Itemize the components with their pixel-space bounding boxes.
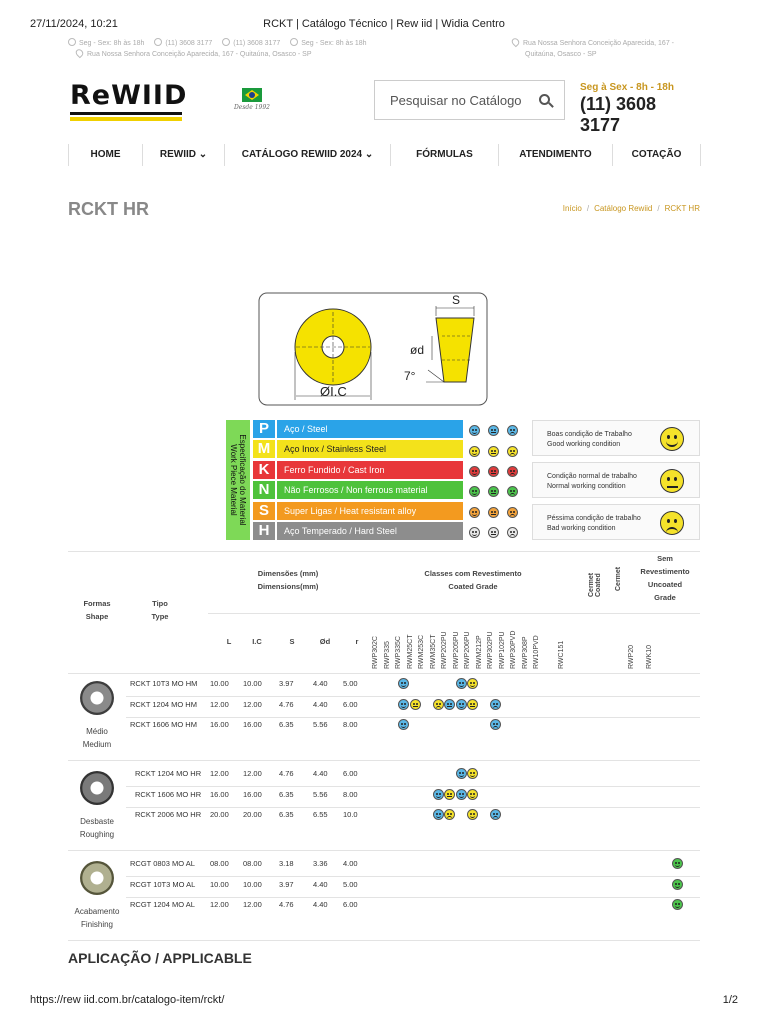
brand-row bbox=[68, 76, 700, 135]
material-code: S bbox=[253, 502, 275, 520]
smile-face-icon bbox=[398, 699, 409, 710]
top-info-bar bbox=[68, 38, 700, 62]
print-footer bbox=[30, 994, 738, 1006]
grade-header: RWM253C bbox=[418, 634, 425, 669]
type-cell: RCKT 1204 MO HM bbox=[130, 699, 197, 709]
smile-face-icon bbox=[433, 809, 444, 820]
neutral-face-icon bbox=[488, 507, 499, 518]
smile-face-icon bbox=[433, 789, 444, 800]
nav-rewiid[interactable]: REWIID ⌄ bbox=[143, 144, 225, 166]
material-code: N bbox=[253, 481, 275, 499]
clock-icon bbox=[290, 38, 298, 46]
material-name: Ferro Fundido / Cast Iron bbox=[277, 461, 463, 479]
dim-cell: 10.00 bbox=[243, 679, 262, 688]
smile-face-icon bbox=[467, 678, 478, 689]
insert-technical-diagram bbox=[258, 292, 488, 406]
material-faces bbox=[469, 442, 529, 456]
smile-face-icon bbox=[469, 446, 480, 457]
main-nav bbox=[68, 144, 700, 166]
material-code: H bbox=[253, 522, 275, 540]
dim-cell: 08.00 bbox=[243, 859, 262, 868]
dim-cell: 8.00 bbox=[343, 720, 358, 729]
grade-header: RWP205PU bbox=[453, 631, 460, 669]
smile-face-icon bbox=[398, 678, 409, 689]
insert-image bbox=[80, 861, 114, 895]
clock-icon bbox=[68, 38, 76, 46]
dim-cell: 5.00 bbox=[343, 679, 358, 688]
smile-face-icon bbox=[469, 486, 480, 497]
smile-face-icon bbox=[672, 899, 683, 910]
grade-header: RWP302PU bbox=[487, 631, 494, 669]
neutral-face-icon bbox=[488, 486, 499, 497]
phone-icon bbox=[154, 38, 162, 46]
header-col: Ød bbox=[319, 637, 331, 646]
chevron-down-icon: ⌄ bbox=[198, 149, 208, 160]
sad-face-icon bbox=[444, 809, 455, 820]
neutral-face-icon bbox=[467, 699, 478, 710]
smile-face-icon bbox=[467, 789, 478, 800]
neutral-face-icon bbox=[444, 789, 455, 800]
dim-cell: 20.00 bbox=[243, 810, 262, 819]
smile-face-icon bbox=[467, 809, 478, 820]
grade-header: RWP20 bbox=[628, 645, 635, 669]
smile-face-icon bbox=[456, 699, 467, 710]
sad-face-icon bbox=[507, 507, 518, 518]
header-col: r bbox=[355, 637, 359, 646]
material-name: Aço Temperado / Hard Steel bbox=[277, 522, 463, 540]
dim-cell: 12.00 bbox=[243, 769, 262, 778]
diagram-label-ic: ØI.C bbox=[320, 384, 347, 399]
smile-face-icon bbox=[456, 678, 467, 689]
neutral-face-icon bbox=[410, 699, 421, 710]
material-code: K bbox=[253, 461, 275, 479]
topbar-right: Rua Nossa Senhora Conceição Aparecida, 167 - Quitaúna, Osasco - SP bbox=[512, 38, 682, 60]
dim-cell: 4.76 bbox=[279, 769, 294, 778]
location-pin-icon bbox=[510, 37, 521, 48]
chevron-down-icon: ⌄ bbox=[364, 149, 374, 160]
rewiid-logo[interactable] bbox=[70, 80, 188, 122]
dim-cell: 4.40 bbox=[313, 769, 328, 778]
sad-face-icon bbox=[507, 527, 518, 538]
dim-cell: 16.00 bbox=[243, 720, 262, 729]
grade-header: RWP308P bbox=[522, 636, 529, 669]
dim-cell: 5.00 bbox=[343, 879, 358, 889]
header-col: I.C bbox=[252, 637, 262, 646]
smile-face-icon bbox=[469, 507, 480, 518]
diagram-label-s: S bbox=[452, 293, 461, 307]
dim-cell: 6.35 bbox=[279, 810, 294, 819]
location-pin-icon bbox=[74, 48, 85, 59]
topbar-left: Seg - Sex: 8h às 18h (11) 3608 3177 (11) 3608 3177 Seg - Sex: 8h às 18h Rua Nossa Senhora Conceição Aparecida, 167 - Quitaúna, Osasco - SP bbox=[68, 38, 375, 60]
dim-cell: 3.36 bbox=[313, 859, 328, 868]
dim-cell: 12.00 bbox=[243, 900, 262, 909]
breadcrumb-home[interactable]: Início bbox=[562, 204, 582, 213]
grade-header: RWM25CT bbox=[407, 634, 414, 669]
insert-image bbox=[80, 771, 114, 805]
topbar-phone-1[interactable]: (11) 3608 3177 bbox=[165, 40, 213, 47]
material-faces bbox=[469, 422, 529, 436]
search-input[interactable] bbox=[375, 81, 525, 119]
material-faces bbox=[469, 483, 529, 497]
diagram-label-d: ød bbox=[410, 343, 425, 357]
bad-face-icon bbox=[660, 511, 684, 535]
normal-face-icon bbox=[660, 469, 684, 493]
material-side-label: Especificação do Material Work Piece Material bbox=[226, 420, 250, 540]
type-cell: RCKT 2006 MO HR bbox=[135, 810, 202, 819]
smile-face-icon bbox=[469, 466, 480, 477]
type-cell: RCKT 1606 MO HR bbox=[135, 789, 202, 799]
neutral-face-icon bbox=[488, 425, 499, 436]
legend-normal: Condição normal de trabalho Normal working condition bbox=[532, 462, 700, 498]
dim-cell: 5.56 bbox=[313, 789, 328, 799]
smile-face-icon bbox=[672, 879, 683, 890]
dim-cell: 16.00 bbox=[243, 789, 262, 799]
contact-hours: Seg à Sex - 8h - 18h bbox=[580, 82, 674, 93]
sad-face-icon bbox=[507, 486, 518, 497]
breadcrumb-current: RCKT HR bbox=[664, 204, 700, 213]
header-col: L bbox=[226, 637, 232, 646]
material-name: Aço / Steel bbox=[277, 420, 463, 438]
material-legend-chart bbox=[226, 418, 700, 544]
neutral-face-icon bbox=[488, 466, 499, 477]
dim-cell: 3.97 bbox=[279, 679, 294, 688]
breadcrumb-catalog[interactable]: Catálogo Rewiid bbox=[594, 204, 653, 213]
group-label: Acabamento Finishing bbox=[74, 907, 120, 929]
material-name: Aço Inox / Stainless Steel bbox=[277, 440, 463, 458]
material-faces bbox=[469, 463, 529, 477]
grade-header: RWC151 bbox=[558, 640, 565, 669]
material-code: P bbox=[253, 420, 275, 438]
dim-cell: 4.40 bbox=[313, 679, 328, 688]
grade-table bbox=[68, 551, 700, 937]
dim-cell: 6.00 bbox=[343, 769, 358, 778]
dim-cell: 4.40 bbox=[313, 879, 328, 889]
smile-face-icon bbox=[469, 527, 480, 538]
grade-header: RWP102PU bbox=[499, 631, 506, 669]
dim-cell: 4.76 bbox=[279, 900, 294, 909]
smile-face-icon bbox=[672, 858, 683, 869]
since-label: Desde 1992 bbox=[233, 104, 270, 111]
nav-home[interactable]: HOME bbox=[69, 144, 143, 166]
type-cell: RCGT 0803 MO AL bbox=[130, 859, 195, 868]
topbar-address: Rua Nossa Senhora Conceição Aparecida, 167 - Quitaúna, Osasco - SP bbox=[87, 51, 312, 58]
dim-cell: 16.00 bbox=[210, 789, 229, 799]
dim-cell: 10.00 bbox=[210, 679, 229, 688]
topbar-phone-2[interactable]: (11) 3608 3177 bbox=[233, 40, 281, 47]
dim-cell: 12.00 bbox=[243, 699, 262, 709]
header-uncoated: Sem Revestimento Uncoated Grade bbox=[640, 554, 690, 602]
nav-formulas[interactable]: FÓRMULAS bbox=[391, 144, 499, 166]
neutral-face-icon bbox=[488, 527, 499, 538]
material-name: Não Ferrosos / Non ferrous material bbox=[277, 481, 463, 499]
group-label: Desbaste Roughing bbox=[79, 817, 115, 839]
print-url: https://rew iid.com.br/catalogo-item/rckt/ bbox=[30, 994, 225, 1006]
grade-header: RWP30PVD bbox=[510, 630, 517, 669]
dim-cell: 6.00 bbox=[343, 900, 358, 909]
dim-cell: 16.00 bbox=[210, 720, 229, 729]
dim-cell: 3.18 bbox=[279, 859, 294, 868]
grade-header: RWP302C bbox=[372, 636, 379, 669]
grade-header: RWP335C bbox=[395, 636, 402, 669]
print-doc-title: RCKT | Catálogo Técnico | Rew iid | Widia Centro bbox=[263, 18, 505, 30]
legend-bad: Péssima condição de trabalho Bad working condition bbox=[532, 504, 700, 540]
header-col: S bbox=[289, 637, 295, 646]
nav-atendimento[interactable]: ATENDIMENTO bbox=[499, 144, 613, 166]
diagram-label-angle: 7° bbox=[404, 369, 416, 383]
dim-cell: 4.76 bbox=[279, 699, 294, 709]
print-datetime: 27/11/2024, 10:21 bbox=[30, 18, 118, 30]
header-cermet-coated: Cermet Coated bbox=[588, 572, 602, 597]
dim-cell: 6.35 bbox=[279, 789, 294, 799]
dim-cell: 6.35 bbox=[279, 720, 294, 729]
type-cell: RCKT 10T3 MO HM bbox=[130, 679, 198, 688]
grade-header: RWK10 bbox=[646, 645, 653, 669]
smile-face-icon bbox=[467, 768, 478, 779]
dim-cell: 4.00 bbox=[343, 859, 358, 868]
insert-image bbox=[80, 681, 114, 715]
smile-face-icon bbox=[456, 789, 467, 800]
neutral-face-icon bbox=[444, 699, 455, 710]
dim-cell: 12.00 bbox=[210, 900, 229, 909]
neutral-face-icon bbox=[488, 446, 499, 457]
dim-cell: 3.97 bbox=[279, 879, 294, 889]
type-cell: RCKT 1606 MO HM bbox=[130, 720, 197, 729]
smile-face-icon bbox=[469, 425, 480, 436]
dim-cell: 5.56 bbox=[313, 720, 328, 729]
dim-cell: 4.40 bbox=[313, 900, 328, 909]
grade-header: RWP335 bbox=[384, 641, 391, 669]
material-faces bbox=[469, 504, 529, 518]
search-icon[interactable] bbox=[539, 94, 550, 105]
legend-good: Boas condição de Trabalho Good working condition bbox=[532, 420, 700, 456]
grade-header: RWP202PU bbox=[441, 631, 448, 669]
sad-face-icon bbox=[507, 446, 518, 457]
nav-catalogo[interactable]: CATÁLOGO REWIID 2024 ⌄ bbox=[225, 144, 391, 166]
sad-face-icon bbox=[490, 809, 501, 820]
grade-header: RWP206PU bbox=[464, 631, 471, 669]
material-code: M bbox=[253, 440, 275, 458]
dim-cell: 08.00 bbox=[210, 859, 229, 868]
header-dimensions: Dimensões (mm) Dimensions(mm) bbox=[257, 569, 319, 591]
search-box bbox=[374, 80, 565, 120]
sad-face-icon bbox=[433, 699, 444, 710]
logo-text: ReWIID bbox=[70, 80, 188, 111]
brazil-flag-icon bbox=[242, 88, 262, 102]
dim-cell: 10.0 bbox=[343, 810, 358, 819]
dim-cell: 12.00 bbox=[210, 699, 229, 709]
print-header bbox=[30, 18, 738, 32]
sad-face-icon bbox=[490, 699, 501, 710]
sad-face-icon bbox=[490, 719, 501, 730]
smile-face-icon bbox=[398, 719, 409, 730]
dim-cell: 12.00 bbox=[210, 769, 229, 778]
print-page: 1/2 bbox=[722, 994, 738, 1006]
header-shape: Formas Shape bbox=[83, 599, 111, 621]
dim-cell: 10.00 bbox=[210, 879, 229, 889]
contact-block bbox=[580, 82, 700, 136]
type-cell: RCKT 1204 MO HR bbox=[135, 769, 202, 778]
phone-icon bbox=[222, 38, 230, 46]
section-title: APLICAÇÃO / APPLICABLE bbox=[68, 950, 252, 966]
type-cell: RCGT 10T3 MO AL bbox=[130, 879, 196, 889]
dim-cell: 6.55 bbox=[313, 810, 328, 819]
dim-cell: 8.00 bbox=[343, 789, 358, 799]
sad-face-icon bbox=[507, 425, 518, 436]
dim-cell: 6.00 bbox=[343, 699, 358, 709]
sad-face-icon bbox=[507, 466, 518, 477]
material-name: Super Ligas / Heat resistant alloy bbox=[277, 502, 463, 520]
breadcrumb: Início / Catálogo Rewiid / RCKT HR bbox=[562, 204, 700, 213]
dim-cell: 10.00 bbox=[243, 879, 262, 889]
grade-header: RW10PVD bbox=[533, 635, 540, 669]
dim-cell: 4.40 bbox=[313, 699, 328, 709]
grade-header: RWM212P bbox=[476, 635, 483, 669]
header-cermet: Cermet bbox=[615, 566, 622, 591]
header-coated: Classes com Revestimento Coated Grade bbox=[424, 569, 522, 591]
material-faces bbox=[469, 524, 529, 538]
good-face-icon bbox=[660, 427, 684, 451]
contact-phone[interactable]: (11) 3608 3177 bbox=[580, 94, 657, 135]
smile-face-icon bbox=[456, 768, 467, 779]
nav-cotacao[interactable]: COTAÇÃO bbox=[613, 144, 701, 166]
group-label: Médio Medium bbox=[82, 727, 112, 749]
brazil-flag-badge bbox=[230, 88, 274, 111]
header-type: Tipo Type bbox=[151, 599, 169, 621]
page-title: RCKT HR bbox=[68, 199, 149, 219]
type-cell: RCGT 1204 MO AL bbox=[130, 900, 195, 909]
grade-header: RWM35CT bbox=[430, 634, 437, 669]
dim-cell: 20.00 bbox=[210, 810, 229, 819]
